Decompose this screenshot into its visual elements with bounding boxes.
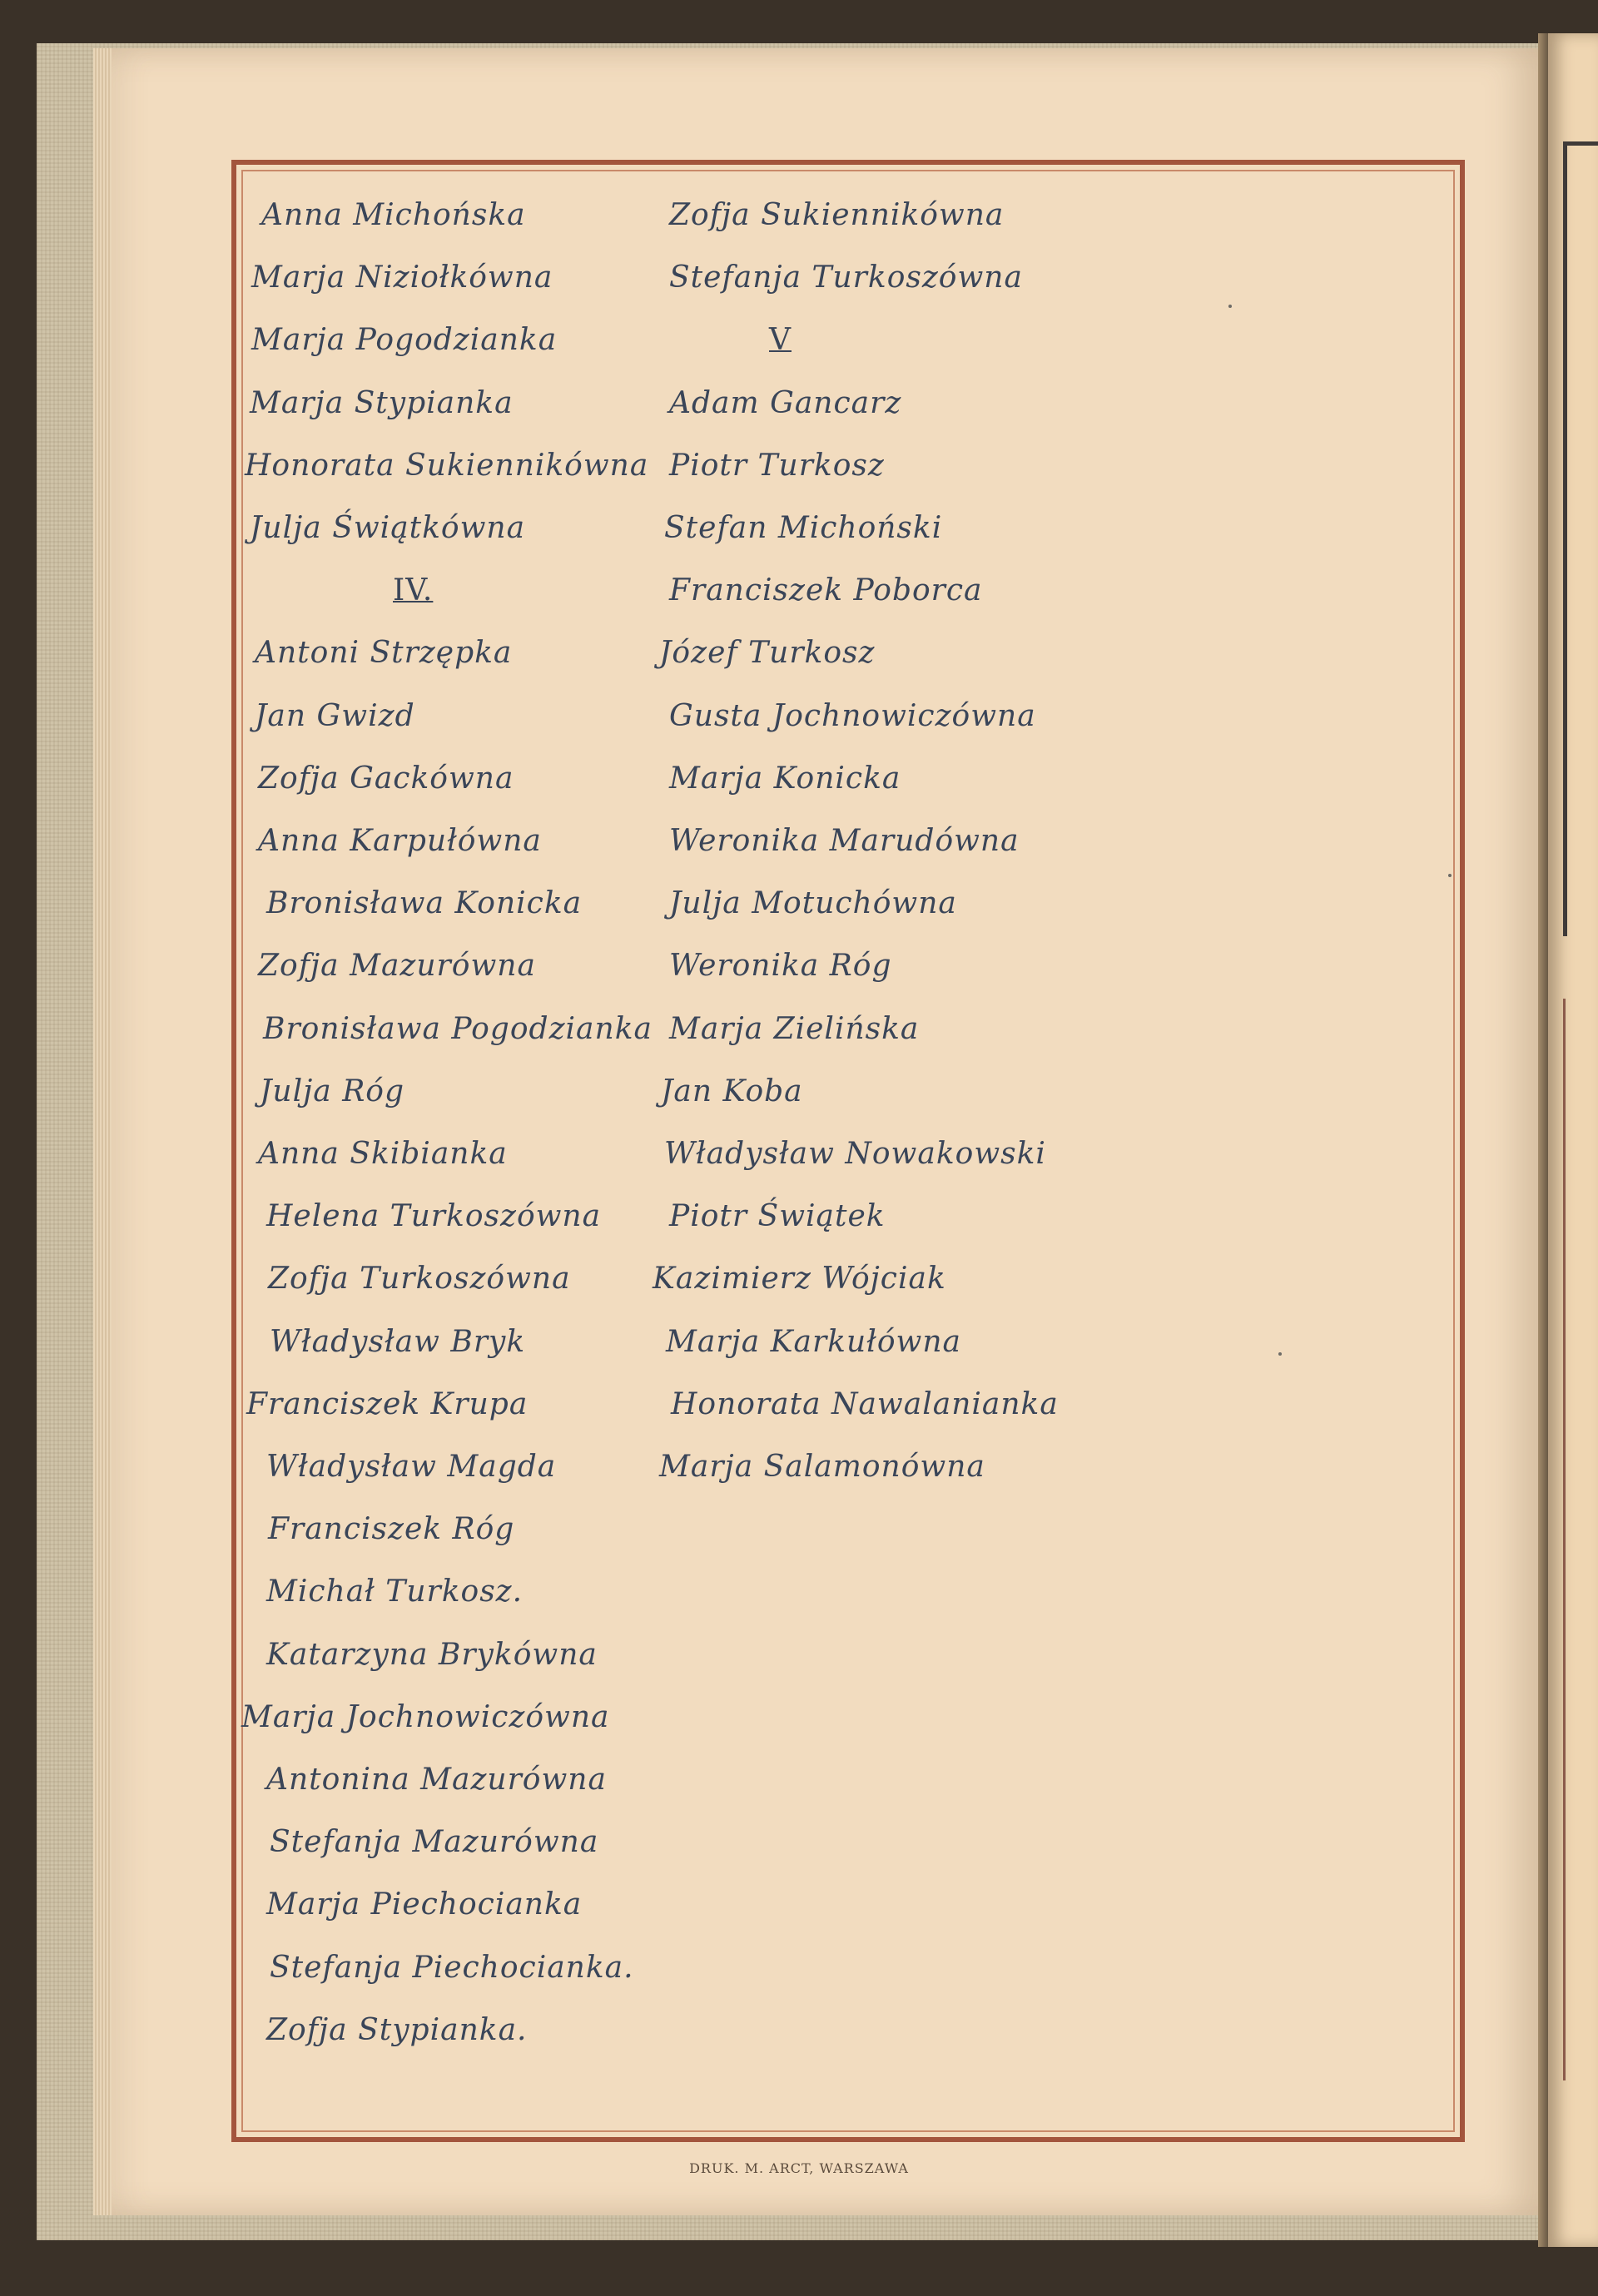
handwritten-name: Antonina Mazurówna <box>266 1763 607 1797</box>
handwritten-name: Michał Turkosz. <box>266 1574 524 1609</box>
handwritten-name: Zofja Stypianka. <box>266 2012 528 2047</box>
handwritten-name: Honorata Sukiennikówna <box>245 448 649 483</box>
handwritten-name: Stefan Michoński <box>664 511 943 545</box>
page-border-frame <box>231 160 1465 2142</box>
printer-imprint: DRUK. M. ARCT, WARSZAWA <box>689 2160 909 2176</box>
handwritten-name: Marja Konicka <box>669 761 901 796</box>
ink-speck <box>1448 874 1452 877</box>
handwritten-name: Jan Koba <box>661 1074 803 1108</box>
handwritten-name: Zofja Mazurówna <box>258 949 536 984</box>
handwritten-name: Weronika Róg <box>669 949 892 984</box>
handwritten-name: Franciszek Krupa <box>246 1386 529 1421</box>
ink-speck <box>1228 305 1232 308</box>
section-numeral: V <box>769 323 792 358</box>
handwritten-name: Julja Motuchówna <box>669 886 957 921</box>
handwritten-name: Antoni Strzępka <box>255 636 513 671</box>
handwritten-name: Zofja Gackówna <box>258 761 514 796</box>
ink-speck <box>1278 1352 1282 1356</box>
handwritten-name: Adam Gancarz <box>669 385 902 420</box>
handwritten-name: Marja Zielińska <box>669 1011 920 1046</box>
handwritten-name: Stefanja Turkoszówna <box>669 260 1023 295</box>
handwritten-name: Bronisława Konicka <box>266 886 583 921</box>
handwritten-name: Katarzyna Brykówna <box>266 1637 598 1672</box>
handwritten-name: Bronisława Pogodzianka <box>263 1011 653 1046</box>
handwritten-name: Stefanja Piechocianka. <box>270 1950 634 1985</box>
section-numeral: IV. <box>393 573 434 608</box>
handwritten-name: Weronika Marudówna <box>669 824 1020 858</box>
handwritten-name: Helena Turkoszówna <box>266 1199 602 1234</box>
handwritten-name: Władysław Magda <box>266 1450 557 1484</box>
handwritten-name: Anna Karpułówna <box>258 824 542 858</box>
handwritten-name: Józef Turkosz <box>659 636 876 671</box>
handwritten-name: Gusta Jochnowiczówna <box>669 698 1036 733</box>
handwritten-name: Marja Stypianka <box>250 385 514 420</box>
handwritten-name: Marja Karkułówna <box>666 1324 961 1359</box>
handwritten-name: Franciszek Róg <box>268 1512 515 1547</box>
handwritten-name: Piotr Turkosz <box>669 448 885 483</box>
handwritten-name: Marja Pogodzianka <box>251 323 558 358</box>
handwritten-name: Stefanja Mazurówna <box>270 1825 599 1860</box>
handwritten-name: Władysław Bryk <box>270 1324 526 1359</box>
handwritten-name: Franciszek Poborca <box>669 573 983 608</box>
handwritten-name: Anna Michońska <box>261 198 526 232</box>
handwritten-name: Marja Jochnowiczówna <box>241 1699 610 1734</box>
handwritten-name: Władysław Nowakowski <box>664 1137 1046 1171</box>
handwritten-name: Kazimierz Wójciak <box>653 1262 946 1297</box>
handwritten-name: Zofja Turkoszówna <box>268 1262 571 1297</box>
handwritten-name: Jan Gwizd <box>255 698 415 733</box>
handwritten-name: Zofja Sukiennikówna <box>669 198 1005 232</box>
handwritten-name: Anna Skibianka <box>258 1137 508 1171</box>
facing-page-handwriting-fragment <box>1563 999 1598 2080</box>
handwritten-name: Julja Róg <box>260 1074 405 1108</box>
handwritten-name: Piotr Świątek <box>669 1199 886 1234</box>
handwritten-name: Julja Świątkówna <box>250 511 526 545</box>
facing-page-print-fragment <box>1563 141 1598 936</box>
handwritten-name: Marja Piechocianka <box>266 1887 583 1922</box>
handwritten-name: Marja Niziołkówna <box>251 260 553 295</box>
handwritten-name: Marja Salamonówna <box>659 1450 985 1484</box>
handwritten-name: Honorata Nawalanianka <box>671 1386 1059 1421</box>
